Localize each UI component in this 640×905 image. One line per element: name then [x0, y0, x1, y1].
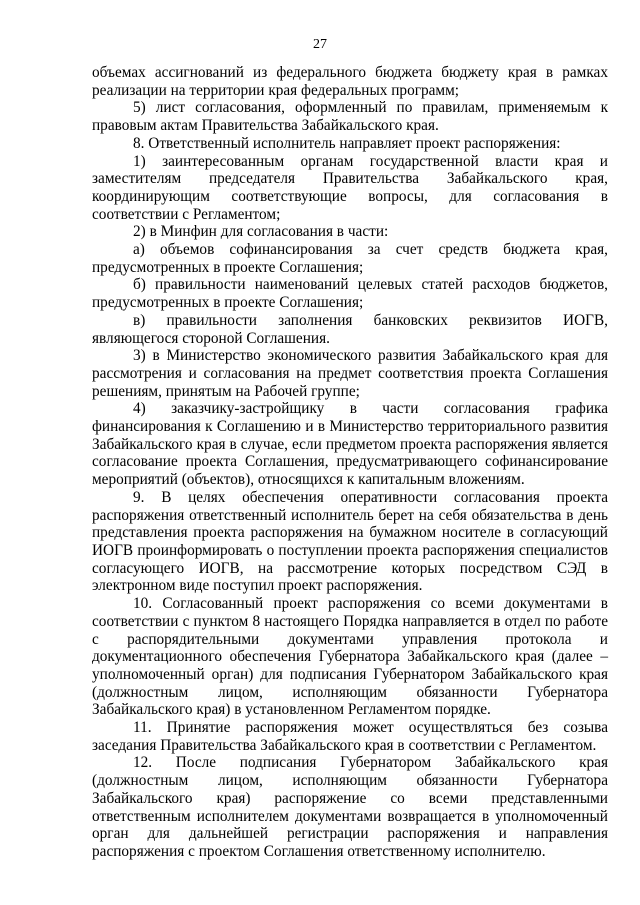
paragraph-clause-11: 11. Принятие распоряжения может осуществляться без созыва заседания Правительства Забайкальского края в соответствии с Регламентом.	[92, 719, 608, 754]
paragraph-clause-9: 9. В целях обеспечения оперативности согласования проекта распоряжения ответственный исполнитель берет на себя обязательства в день представления проекта распоряжения на бумажном носителе в согласующий ИОГВ проинформировать о поступлении проекта распоряжения специалистов согласующего ИОГВ, на рассмотрение которых посредством СЭД в электронном виде поступил проект распоряжения.	[92, 488, 608, 595]
paragraph-list-item-5: 5) лист согласования, оформленный по правилам, применяемым к правовым актам Правительства Забайкальского края.	[92, 99, 608, 135]
paragraph-continuation: объемах ассигнований из федерального бюджета бюджету края в рамках реализации на территории края федеральных программ;	[92, 64, 608, 99]
page-number: 27	[313, 37, 327, 52]
paragraph-sub-item-b: б) правильности наименований целевых статей расходов бюджетов, предусмотренных в проекте Соглашения;	[92, 276, 608, 312]
paragraph-sub-item-v: в) правильности заполнения банковских реквизитов ИОГВ, являющегося стороной Соглашения.	[92, 311, 608, 347]
paragraph-list-item-4: 4) заказчику-застройщику в части согласования графика финансирования к Соглашению и в Министерство территориального развития Забайкальского края в случае, если предметом проекта распоряжения является согласование проекта Соглашения, предусматривающего софинансирование мероприятий (объектов), относящихся к капитальным вложениям.	[92, 400, 608, 489]
paragraph-clause-10: 10. Согласованный проект распоряжения со всеми документами в соответствии с пунктом 8 настоящего Порядка направляется в отдел по работе с распорядительными документами управления протокола и документационного обеспечения Губернатора Забайкальского края (далее – уполномоченный орган) для подписания Губернатором Забайкальского края (должностным лицом, исполняющим обязанности Губернатора Забайкальского края) в установленном Регламентом порядке.	[92, 595, 608, 719]
paragraph-sub-item-a: а) объемов софинансирования за счет средств бюджета края, предусмотренных в проекте Соглашения;	[92, 241, 608, 276]
paragraph-clause-8: 8. Ответственный исполнитель направляет проект распоряжения:	[133, 134, 561, 152]
paragraph-list-item-1: 1) заинтересованным органам государственной власти края и заместителям председателя Правительства Забайкальского края, координирующим соответствующие вопросы, для согласования в соответствии с Регламентом;	[92, 152, 608, 223]
paragraph-clause-12: 12. После подписания Губернатором Забайкальского края (должностным лицом, исполняющим обязанности Губернатора Забайкальского края) распоряжение со всеми представленными ответственным исполнителем документами возвращается в уполномоченный орган для дальнейшей регистрации распоряжения и направления распоряжения с проектом Соглашения ответственному исполнителю.	[92, 754, 608, 860]
document-body	[92, 64, 608, 861]
paragraph-list-item-2: 2) в Минфин для согласования в части:	[133, 223, 389, 241]
paragraph-list-item-3: 3) в Министерство экономического развития Забайкальского края для рассмотрения и согласования на предмет соответствия проекта Соглашения решениям, принятым на Рабочей группе;	[92, 347, 608, 400]
